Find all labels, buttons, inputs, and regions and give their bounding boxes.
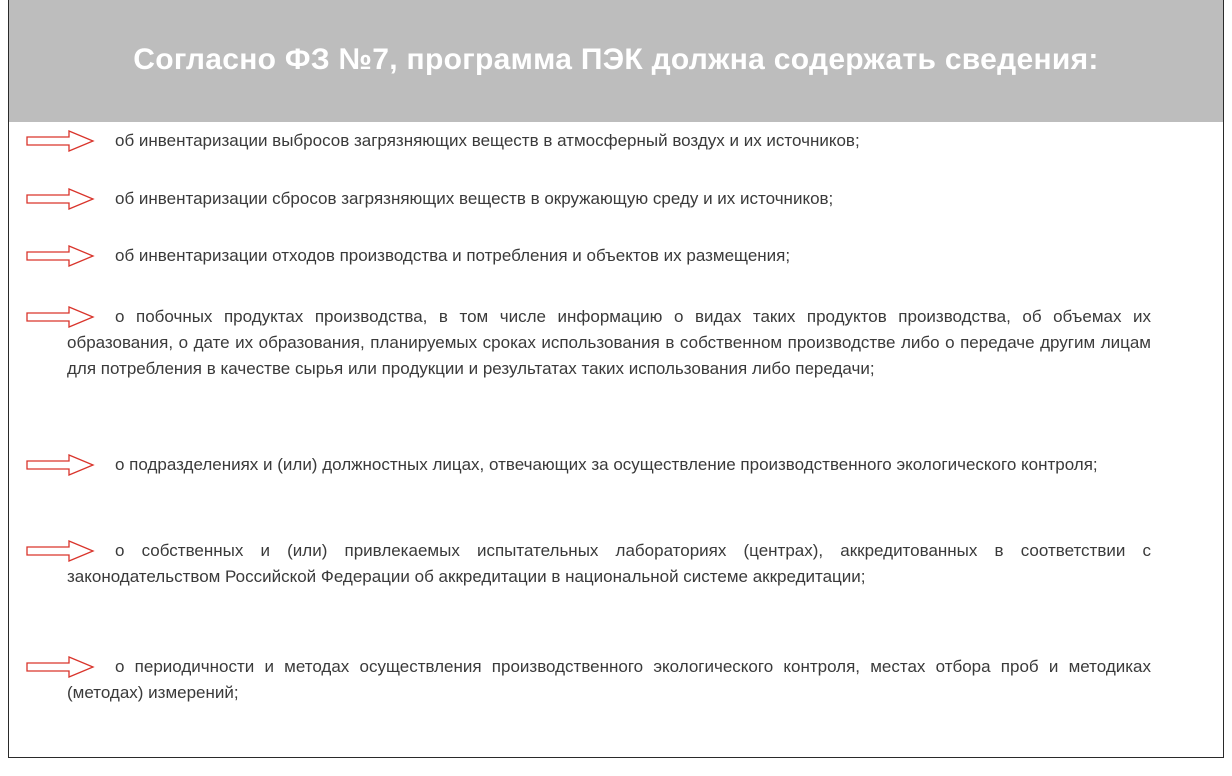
list-item-text: о периодичности и методах осуществления производственного экологического контроля, местах отбора проб и методиках (методах) измерений; bbox=[67, 657, 1151, 702]
header-banner bbox=[9, 0, 1223, 122]
list-item-text: о побочных продуктах производства, в том числе информацию о видах таких продуктов производства, об объемах их образования, о дате их образования, планируемых сроках использования в собственном производстве либо о передаче другим лицам для потребления в качестве сырья или продукции и результатах таких использования либо передачи; bbox=[67, 307, 1151, 378]
list-item-text: о собственных и (или) привлекаемых испытательных лабораториях (центрах), аккредитованных в соответствии с законодательством Российской Федерации об аккредитации в национальной системе аккредитации; bbox=[67, 541, 1151, 586]
list-item-text: об инвентаризации отходов производства и потребления и объектов их размещения; bbox=[115, 246, 791, 265]
list-item-text: об инвентаризации сбросов загрязняющих веществ в окружающую среду и их источников; bbox=[115, 189, 834, 208]
document-frame bbox=[8, 0, 1224, 758]
list-item-text: о подразделениях и (или) должностных лицах, отвечающих за осуществление производственного экологического контроля; bbox=[115, 455, 1098, 474]
list-item-text: об инвентаризации выбросов загрязняющих веществ в атмосферный воздух и их источников; bbox=[115, 131, 860, 150]
page-title: Согласно ФЗ №7, программа ПЭК должна содержать сведения: bbox=[133, 43, 1099, 76]
